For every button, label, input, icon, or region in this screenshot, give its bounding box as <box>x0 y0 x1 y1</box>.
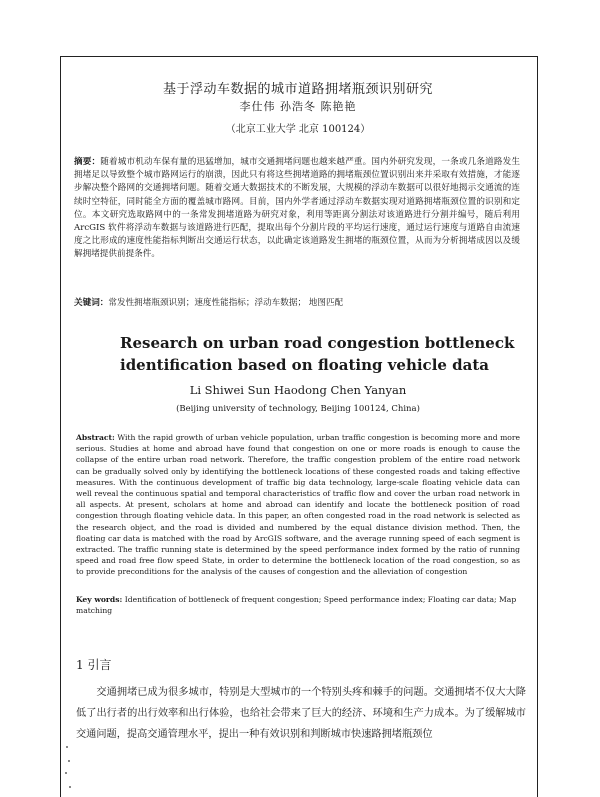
chinese-keywords-text: 常发性拥堵瓶颈识别；速度性能指标；浮动车数据； 地图匹配 <box>108 298 344 308</box>
english-keywords-text: Identification of bottleneck of frequent congestion; Speed performance index; Floating car data; Map matching <box>76 595 517 616</box>
scan-margin-marks <box>62 742 82 796</box>
english-abstract-label: Abstract: <box>76 433 115 442</box>
english-keywords <box>76 594 520 616</box>
english-authors: Li Shiwei Sun Haodong Chen Yanyan <box>189 383 407 397</box>
introduction-paragraph: 交通拥堵已成为很多城市，特别是大型城市的一个特别头疼和棘手的问题。交通拥堵不仅大大降低了出行者的出行效率和出行体验，也给社会带来了巨大的经济、环境和生产力成本。为了缓解城市交通问题，提高交通管理水平，提出一种有效识别和判断城市快速路拥堵瓶颈位 <box>76 687 526 740</box>
english-keywords-label: Key words: <box>76 595 123 604</box>
chinese-keywords-label: 关键词： <box>74 298 109 308</box>
chinese-title: 基于浮动车数据的城市道路拥堵瓶颈识别研究 <box>162 82 433 97</box>
chinese-abstract <box>74 156 520 262</box>
english-affiliation: (Beijing university of technology, Beijing 100124, China) <box>176 404 420 414</box>
english-title: Research on urban road congestion bottleneck identification based on floating vehicle data <box>120 334 515 374</box>
section-heading-introduction: 1 引言 <box>76 658 112 672</box>
introduction-body <box>76 682 526 745</box>
english-abstract <box>76 432 520 578</box>
chinese-authors: 李仕伟 孙浩冬 陈艳艳 <box>239 100 357 113</box>
chinese-abstract-label: 摘要： <box>74 157 101 167</box>
english-abstract-text: With the rapid growth of urban vehicle population, urban traffic congestion is becoming more and more serious. Studies at home and abroad have found that congestion on one or more roads is enough to cause the collapse of the entire urban road network. Therefore, the traffic congestion problem of the entire road network can be gradually solved only by identifying the bottleneck locations of these congested roads and taking effective measures. With the continuous development of traffic big data technology, large-scale floating vehicle data can well reveal the continuous spatial and temporal characteristics of traffic flow and cover the urban road network in all aspects. At present, scholars at home and abroad can identify and locate the bottleneck position of road congestion through floating vehicle data. In this paper, an often congested road in the road network is selected as the research object, and the road is divided and numbered by the equal distance division method. Then, the floating car data is matched with the road by ArcGIS software, and the average running speed of each segment is extracted. The traffic running state is determined by the speed performance index formed by the ratio of running speed and road free flow speed State, in order to determine the bottleneck location of the road congestion, so as to provide preconditions for the analysis of the causes of congestion and the alleviation of congestion <box>76 433 520 577</box>
chinese-abstract-text: 随着城市机动车保有量的迅猛增加，城市交通拥堵问题也越来越严重。国内外研究发现，一条或几条道路发生拥堵足以导致整个城市路网运行的崩溃，因此只有将这些拥堵道路的拥堵瓶颈位置识别出来并采取有效措施，才能逐步解决整个路网的交通拥堵问题。随着交通大数据技术的不断发展，大规模的浮动车数据可以很好地揭示交通流的连续时空特征，同时能全方面的覆盖城市路网。目前，国内外学者通过浮动车数据实现对道路拥堵瓶颈位置的识别和定位。本文研究选取路网中的一条常发拥堵道路为研究对象，利用等距离分割法对该道路进行分割并编号，随后利用 ArcGIS 软件将浮动车数据与该道路进行匹配，提取出每个分割片段的平均运行速度，通过运行速度与道路自由流速度之比形成的速度性能指标判断出交通运行状态，以此确定该道路发生拥堵的瓶颈位置，从而为分析拥堵成因以及缓解拥堵提供前提条件。 <box>74 157 520 260</box>
chinese-keywords <box>74 296 520 308</box>
chinese-affiliation: （北京工业大学 北京 100124） <box>225 124 371 135</box>
